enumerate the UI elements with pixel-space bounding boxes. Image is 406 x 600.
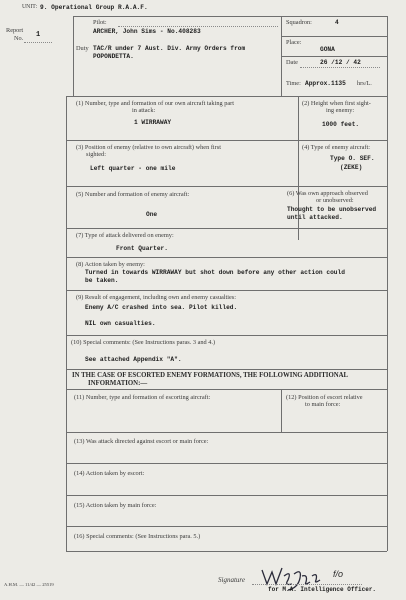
s12-label-2: to main force: — [305, 401, 341, 408]
s10-value: See attached Appendix "A". — [85, 356, 182, 363]
unit-label: UNIT: — [22, 4, 38, 10]
form-right-rule — [387, 16, 388, 551]
signatory-title: for M.A. Intelligence Officer. — [268, 586, 377, 593]
s10-label: (10) Special comments: (See Instructions paras. 3 and 4.) — [71, 339, 216, 346]
form-left-rule — [66, 96, 67, 551]
rule-10 — [66, 432, 387, 433]
s13-label: (13) Was attack directed against escort or main force: — [74, 438, 209, 445]
s14-label: (14) Action taken by escort: — [74, 470, 145, 477]
place-label: Place: — [286, 39, 302, 46]
s2-label-2: ing enemy: — [326, 107, 355, 114]
unit-value: 9. Operational Group R.A.A.F. — [40, 4, 148, 11]
s5-value: One — [146, 211, 158, 218]
s1-label-2: in attack: — [132, 107, 156, 114]
form-code: A.H.M. — 11/42 — 25519 — [4, 582, 54, 587]
duty-label: Duty — [76, 45, 89, 52]
escort-heading-1: IN THE CASE OF ESCORTED ENEMY FORMATIONS, THE FOLLOWING ADDITIONAL — [72, 372, 349, 379]
s3-value: Left quarter - one mile — [90, 165, 176, 172]
squadron-value: 4 — [335, 19, 339, 26]
s1-value: 1 WIRRAWAY — [134, 119, 172, 126]
header-top-rule — [73, 16, 387, 17]
s2-value: 1000 feet. — [322, 121, 360, 128]
signature-label: Signature — [218, 576, 245, 584]
s6-label-2: or unobserved: — [316, 197, 354, 204]
date-label: Date — [286, 59, 298, 66]
s3-label-1: (3) Position of enemy (relative to own aircraft) when first — [76, 144, 221, 151]
s8-value-1: Turned in towards WIRRAWAY but shot down before any other action could — [85, 269, 345, 276]
duty-value-1: TAC/R under 7 Aust. Div. Army Orders from — [93, 45, 246, 52]
pilot-label: Pilot: — [93, 19, 107, 26]
s9-label: (9) Result of engagement, including own and enemy casualties: — [76, 294, 237, 301]
s4-value-2: (ZEKE) — [340, 164, 363, 171]
s2-label-1: (2) Height when first sight- — [302, 100, 371, 107]
date-value: 26 /12 / 42 — [320, 59, 361, 66]
squadron-label: Squadron: — [286, 19, 312, 26]
signature-line — [252, 584, 362, 585]
s11-label: (11) Number, type and formation of escorting aircraft: — [74, 394, 211, 401]
s1-label-1: (1) Number, type and formation of our own aircraft taking part — [76, 100, 234, 107]
s6-label-1: (6) Was own approach observed — [287, 190, 368, 197]
s8-label: (8) Action taken by enemy: — [76, 261, 145, 268]
rule-6 — [66, 290, 387, 291]
s6-value-2: until attacked. — [287, 214, 343, 221]
s15-label: (15) Action taken by main force: — [74, 502, 157, 509]
s6-value-1: Thought to be unobserved — [287, 206, 377, 213]
squadron-rule — [281, 36, 387, 37]
rule-14 — [66, 551, 387, 552]
s4-label: (4) Type of enemy aircraft: — [302, 144, 370, 151]
signature-suffix: f/o — [333, 569, 344, 579]
rule-7 — [66, 335, 387, 336]
s9-value-2: NIL own casualties. — [85, 320, 156, 327]
rule-4 — [66, 228, 387, 229]
rule-3 — [66, 186, 387, 187]
rule-13 — [66, 526, 387, 527]
s12-label-1: (12) Position of escort relative — [286, 394, 363, 401]
s9-value-1: Enemy A/C crashed into sea. Pilot killed. — [85, 304, 238, 311]
rule-12 — [66, 495, 387, 496]
escort-heading-2: INFORMATION:— — [88, 380, 148, 387]
rule-5 — [66, 257, 387, 258]
header-left-rule — [73, 16, 74, 96]
s7-value: Front Quarter. — [116, 245, 168, 252]
pilot-line — [118, 26, 278, 27]
report-no-line — [24, 42, 52, 43]
s3-label-2: sighted: — [86, 151, 106, 158]
rule-9 — [66, 389, 387, 390]
time-value: Approx.1135 — [305, 80, 346, 87]
pilot-value: ARCHER, John Sims - No.408283 — [93, 28, 201, 35]
place-rule — [281, 56, 387, 57]
rule-1 — [66, 96, 387, 97]
s4-value-1: Type O. SEF. — [330, 155, 375, 162]
date-line — [300, 67, 380, 68]
s7-label: (7) Type of attack delivered on enemy: — [76, 232, 174, 239]
escort-column-rule — [281, 389, 282, 432]
report-no-label: No. — [14, 35, 24, 42]
report-number: 1 — [36, 31, 41, 39]
rule-11 — [66, 463, 387, 464]
s16-label: (16) Special comments: (See Instructions para. 5.) — [74, 533, 201, 540]
rule-8 — [66, 369, 387, 370]
time-unit: hrs/L. — [357, 80, 372, 87]
time-label: Time: — [286, 80, 301, 87]
duty-value-2: POPONDETTA. — [93, 53, 134, 60]
rule-2 — [66, 140, 387, 141]
s8-value-2: be taken. — [85, 277, 119, 284]
report-label: Report — [6, 27, 24, 34]
place-value: GONA — [320, 46, 335, 53]
s5-label: (5) Number and formation of enemy aircraft: — [76, 191, 190, 198]
